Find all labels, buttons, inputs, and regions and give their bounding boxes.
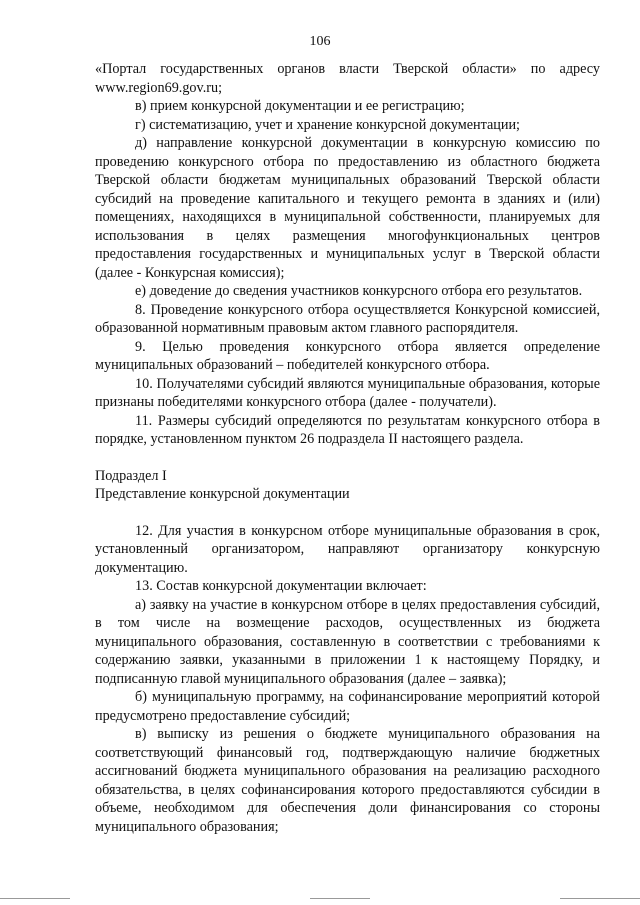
paragraph: «Портал государственных органов власти Тверской области» по адресу www.region69.gov.ru; [95,61,600,96]
section-subtitle: Представление конкурсной документации [95,486,350,502]
scan-edge-mark [310,898,370,899]
paragraph: в) выписку из решения о бюджете муниципального образования на соответствующий финансовый год, подтверждающую наличие бюджетных ассигнований бюджета муниципального образования на реализацию расходного обязательства, в целях софинансирования которого предоставляются субсидии в объеме, необходимом для обеспечения доли финансирования со стороны муниципального образования; [95,726,600,835]
paragraph: 13. Состав конкурсной документации включает: [135,578,427,594]
paragraph: 11. Размеры субсидий определяются по результатам конкурсного отбора в порядке, установленном пунктом 26 подраздела II настоящего раздела. [95,412,600,447]
section-title: Подраздел I [95,467,167,484]
paragraph: д) направление конкурсной документации в конкурсную комиссию по проведению конкурсного отбора по предоставлению из областного бюджета Тверской области бюджетам муниципальных образований Тверской области субсидий на проведение капитального и текущего ремонта в зданиях и (или) помещениях, находящихся в муниципальной собственности, планируемых для использования в целях размещения многофункциональных центров предоставления государственных и муниципальных услуг в Тверской области (далее - Конкурсная комиссия); [95,135,600,281]
paragraph: в) прием конкурсной документации и ее регистрацию; [135,98,465,114]
page-number: 106 [309,34,331,49]
paragraph: 10. Получателями субсидий являются муниципальные образования, которые признаны победителями конкурсного отбора (далее - получатели). [95,375,600,410]
paragraph: 12. Для участия в конкурсном отборе муниципальные образования в срок, установленный организатором, направляют организатору конкурсную документацию. [95,522,600,576]
paragraph: 9. Целью проведения конкурсного отбора является определение муниципальных образований – победителей конкурсного отбора. [95,338,600,373]
scan-edge-mark [560,898,640,899]
paragraph: 8. Проведение конкурсного отбора осуществляется Конкурсной комиссией, образованной нормативным правовым актом главного распорядителя. [95,301,600,336]
paragraph: е) доведение до сведения участников конкурсного отбора его результатов. [135,283,583,299]
paragraph: б) муниципальную программу, на софинансирование мероприятий которой предусмотрено предоставление субсидий; [95,689,600,724]
document-body [95,60,600,836]
paragraph: а) заявку на участие в конкурсном отборе в целях предоставления субсидий, в том числе на возмещение расходов, осуществленных из бюджета муниципального образования, составленную в соответствии с требованиями к содержанию заявки, указанными в приложении 1 к настоящему Порядку, и подписанную главой муниципального образования (далее – заявка); [95,596,600,687]
scan-edge-mark [0,898,70,899]
paragraph: г) систематизацию, учет и хранение конкурсной документации; [135,116,521,133]
